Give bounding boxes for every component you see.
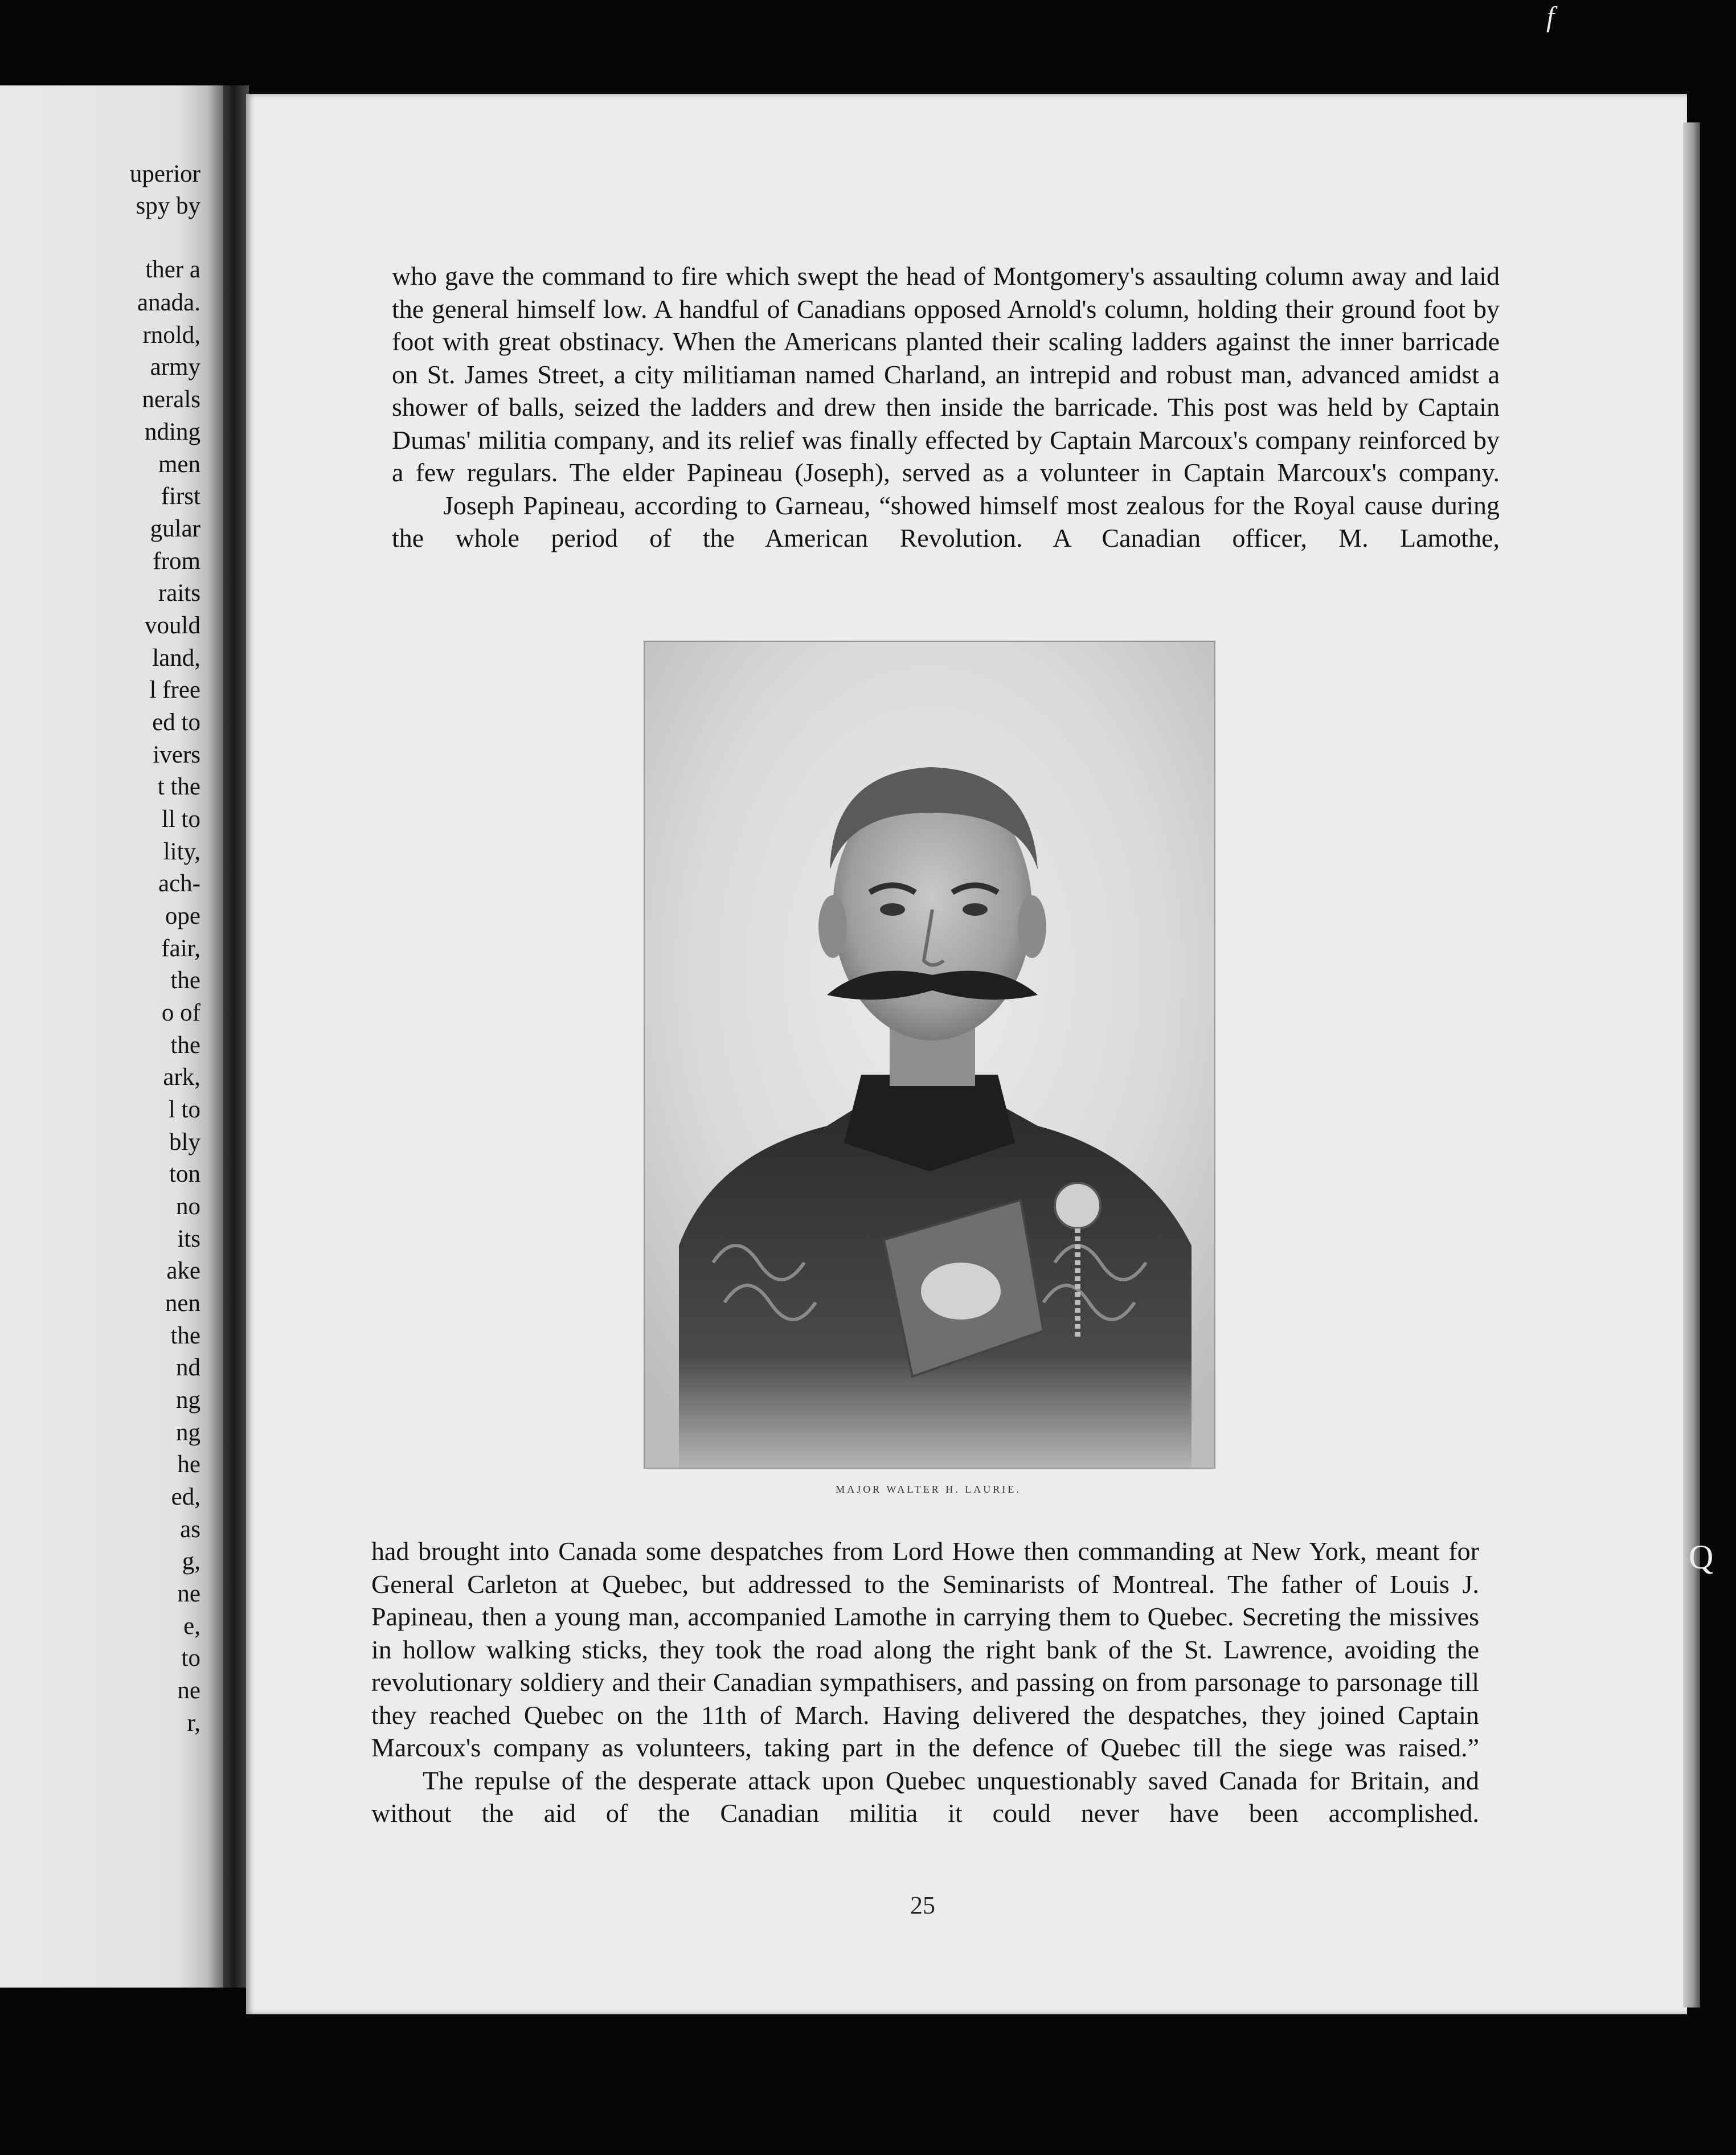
figure-caption: MAJOR WALTER H. LAURIE.: [836, 1484, 1021, 1495]
paragraph-bottom-continuation: The repulse of the desperate attack upon Quebec unquestionably saved Canada for Britain, and without the aid of the Canadian militia it could never have been accomplished.: [371, 1765, 1479, 1828]
left-page-text-fragment: men: [158, 451, 200, 478]
left-page-text-fragment: ope: [165, 903, 200, 929]
left-page-text-fragment: ng: [176, 1419, 200, 1446]
left-page-text-fragment: e,: [183, 1613, 200, 1640]
left-page-text-fragment: ng: [176, 1387, 200, 1414]
left-page-text-fragment: ake: [166, 1257, 200, 1284]
paragraph-bottom: [371, 1535, 1479, 1830]
left-page-text-fragment: gular: [150, 515, 200, 542]
left-page-text-fragment: the: [170, 1322, 200, 1349]
left-page-text-fragment: no: [176, 1193, 200, 1220]
paragraph-top-text: who gave the command to fire which swept the head of Montgomery's assaulting column away and laid the general himself low. A handful of Canadians opposed Arnold's column, holding their ground foot by foot with great obstinacy. When the Americans planted their scaling ladders against the inner barricade on St. James Street, a city militiaman named Charland, an intrepid and robust man, advanced amidst a shower of balls, seized the ladders and drew then inside the barricade. This post was held by Captain Dumas' militia company, and its relief was finally effected by Captain Marcoux's company reinforced by a few regulars. The elder Papineau (Joseph), served as a volunteer in Captain Marcoux's company.: [392, 261, 1500, 487]
left-page-text-fragment: he: [177, 1451, 200, 1478]
book-spine: [223, 85, 249, 1988]
left-page-text-fragment: nen: [165, 1290, 200, 1317]
left-page-text-fragment: ne: [177, 1580, 200, 1607]
left-page-text-fragment: the: [170, 967, 200, 994]
left-page-text-fragment: ne: [177, 1677, 200, 1704]
left-page-text-fragment: the: [170, 1032, 200, 1059]
left-page-text-fragment: ed,: [171, 1484, 200, 1510]
left-page-text-fragment: land,: [152, 645, 200, 671]
page-edge: [1683, 122, 1700, 2007]
left-page-text-fragment: lity,: [163, 838, 200, 865]
left-page-text-fragment: anada.: [137, 289, 200, 316]
left-page-text-fragment: uperior: [129, 161, 200, 187]
left-page-text-fragment: army: [150, 354, 200, 380]
left-page-text-fragment: l free: [149, 677, 200, 703]
left-page-text-fragment: rnold,: [142, 322, 200, 349]
scan-mark: f: [1546, 1, 1554, 32]
portrait-image: [645, 642, 1214, 1468]
paragraph-bottom-text: had brought into Canada some despatches from Lord Howe then commanding at New York, meant for General Carleton at Quebec, but addressed to the Seminarists of Montreal. The father of Louis J. Papineau, then a young man, accompanied Lamothe in carrying them to Quebec. Secreting the missives in hollow walking sticks, they took the road along the right bank of the St. Lawrence, avoiding the revolutionary soldiery and their Canadian sympathisers, and passing on from parsonage to parsonage till they reached Quebec on the 11th of March. Having delivered the despatches, they joined Captain Marcoux's company as volunteers, taking part in the defence of Quebec till the siege was raised.”: [371, 1537, 1479, 1762]
left-page-text-fragment: ed to: [152, 709, 200, 736]
left-page-text-fragment: raits: [158, 580, 200, 607]
left-page-text-fragment: vould: [145, 612, 200, 639]
left-page-text-fragment: first: [161, 483, 200, 510]
left-page-text-fragment: r,: [187, 1710, 200, 1736]
paragraph-top: [392, 260, 1500, 555]
left-page-text-fragment: as: [180, 1516, 200, 1543]
left-page-text-fragment: ll to: [161, 806, 200, 833]
left-page-text-fragment: ark,: [163, 1064, 200, 1091]
left-page-text-fragment: spy by: [136, 192, 200, 219]
left-page-fragment: [0, 85, 223, 1988]
left-page-text-fragment: nd: [176, 1354, 200, 1381]
paragraph-top-continuation: Joseph Papineau, according to Garneau, “showed himself most zealous for the Royal cause during the whole period of the American Revolution. A Canadian officer, M. Lamothe,: [392, 490, 1500, 552]
left-page-text-fragment: nerals: [142, 386, 200, 413]
left-page-text-fragment: ach-: [158, 870, 200, 897]
left-page-text-fragment: g,: [182, 1548, 200, 1575]
left-page-text-fragment: bly: [169, 1129, 200, 1156]
left-page-text-fragment: ton: [169, 1161, 200, 1187]
left-page-text-fragment: o of: [161, 999, 200, 1026]
portrait-photograph: [644, 641, 1215, 1469]
left-page-text-fragment: fair,: [161, 935, 200, 962]
left-page-text-fragment: to: [181, 1645, 200, 1671]
left-page-text-fragment: l to: [168, 1096, 200, 1123]
left-page-text-fragment: its: [177, 1226, 200, 1252]
page-number: 25: [910, 1891, 935, 1919]
left-page-text-fragment: nding: [145, 419, 200, 445]
left-page-text-fragment: ther a: [145, 256, 200, 283]
left-page-text-fragment: from: [153, 548, 200, 575]
left-page-text-fragment: ivers: [153, 741, 200, 768]
margin-mark: Q: [1689, 1538, 1714, 1576]
left-page-text-fragment: t the: [157, 773, 200, 800]
